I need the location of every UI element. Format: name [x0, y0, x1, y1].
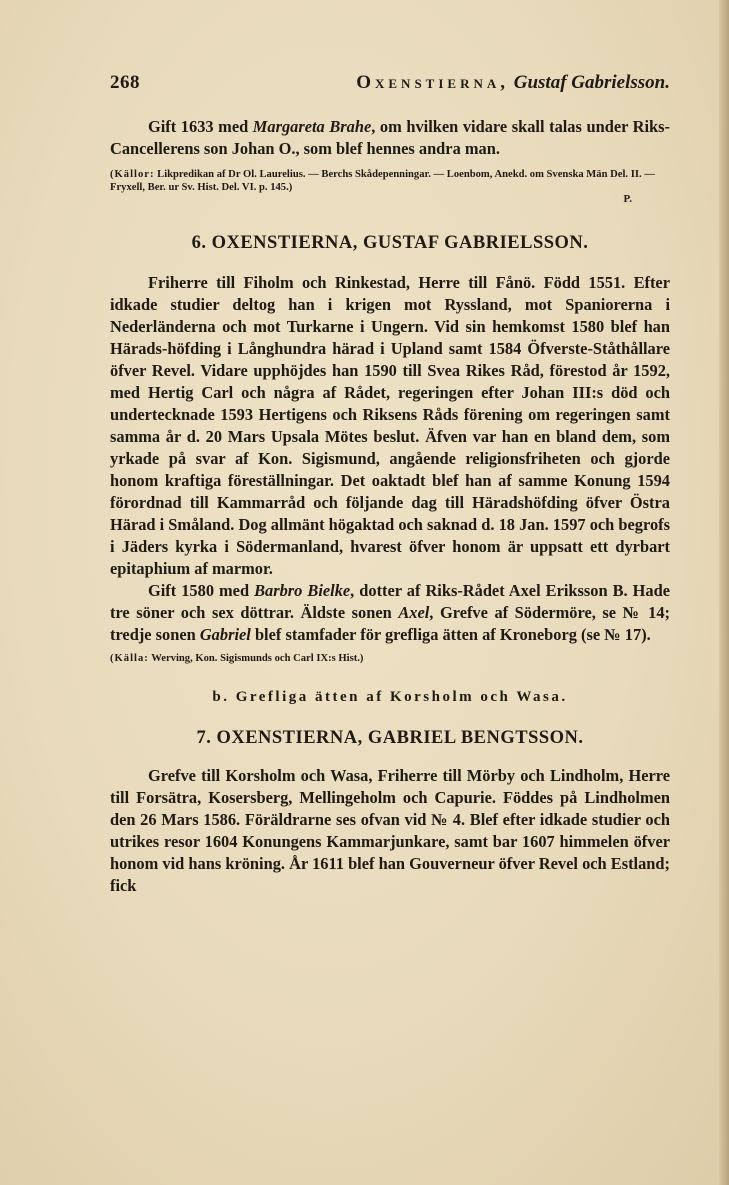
entry-6-wife-name: Barbro Bielke [254, 581, 351, 600]
subsection-heading: b. Grefliga ätten af Korsholm och Wasa. [212, 689, 568, 705]
prev-entry-sources [110, 168, 670, 194]
entry-6-p2-a: Gift 1580 med [148, 581, 255, 600]
entry-6-source-text: Werving, Kon. Sigismunds och Carl IX:s Hist.) [148, 653, 364, 664]
prev-entry-name: Margareta Brahe [252, 117, 372, 136]
text-column [110, 72, 670, 897]
entry-6-son2-name: Gabriel [199, 625, 251, 644]
entry-7-title: 7. OXENSTIERNA, GABRIEL BENGTSSON. [196, 728, 584, 748]
prev-entry-text-b: , om hvilken vidare skall talas under Riks-Cancellerens son Johan O., som blef hennes andra man. [110, 117, 670, 158]
prev-entry-paragraph [110, 116, 670, 160]
entry-7-paragraph-1: Grefve till Korsholm och Wasa, Friherre till Mörby och Lindholm, Herre till Forsätra, Kosersberg, Mellingeholm och Capurie. Föddes på Lindholmen den 26 Mars 1586. Föräldrarne ses ofvan vid № 4. Blef efter idkade studier och utrikes resor 1604 Konungens Kammarjunkare, samt bar 1607 himmelen öfver honom vid hans kröning. År 1611 blef han Gouverneur öfver Revel och Estland; fick [110, 766, 670, 895]
running-subtitle: Gustaf Gabrielsson. [513, 72, 670, 93]
running-title-group [356, 72, 670, 94]
running-title: Oxenstierna, [356, 72, 509, 93]
prev-entry-text-a: Gift 1633 med [148, 117, 253, 136]
page-number: 268 [110, 72, 140, 93]
prev-source-text: Likpredikan af Dr Ol. Laurelius. — Berchs Skådepenningar. — Loenbom, Anekd. om Svenska Män Del. II. — Fryxell, Ber. ur Sv. Hist. Del. VI. p. 145.) [110, 169, 655, 193]
entry-6-title: 6. OXENSTIERNA, GUSTAF GABRIELSSON. [191, 233, 589, 253]
entry-6-p2-c: , Grefve af Södermöre, se № 14; tredje sonen [110, 603, 670, 644]
running-header [110, 72, 670, 94]
page-edge [719, 0, 729, 1185]
signature: P. [623, 193, 632, 205]
entry-6-sources [110, 652, 670, 665]
entry-6-paragraph-1: Friherre till Fiholm och Rinkestad, Herre till Fånö. Född 1551. Efter idkade studier deltog han i krigen mot Ryssland, mot Spaniorerna i Nederländerna och mot Turkarne i Ungern. Vid sin hemkomst 1580 blef han Härads-höfding i Långhundra härad i Upland samt 1584 Öfverste-Ståthållare öfver Revel. Vidare upphöjdes han 1590 till Svea Rikes Råd, förestod år 1592, med Hertig Carl och några af Rådet, regeringen efter Johan III:s död och undertecknade 1593 Hertigens och Riksens Råds förening om regeringen samt samma år d. 20 Mars Upsala Mötes beslut. Äfven var han en bland dem, som yrkade på svar af Kon. Sigismund, angående religionsfriheten och gjorde honom kraftiga föreställningar. Det oaktadt blef han af samme Konung 1594 förordnad till Kammarråd och följande dag till Häradshöfding öfver Östra Härad i Småland. Dog allmänt högaktad och saknad d. 18 Jan. 1597 och begrofs i Jäders kyrka i Södermanland, hvarest öfver honom är uppsatt ett dyrbart epitaphium af marmor. [110, 273, 670, 578]
prev-source-label: (Källor: [110, 169, 155, 180]
entry-6-source-label: (Källa: [110, 653, 149, 664]
entry-6-son-name: Axel [398, 603, 430, 622]
entry-6-p2-d: blef stamfader för grefliga ätten af Kroneborg (se № 17). [250, 625, 651, 644]
entry-6-paragraph-2 [110, 580, 670, 646]
entry-6-p2-b: , dotter af Riks-Rådet Axel Eriksson B. Hade tre söner och sex döttrar. Äldste sonen [110, 581, 670, 622]
